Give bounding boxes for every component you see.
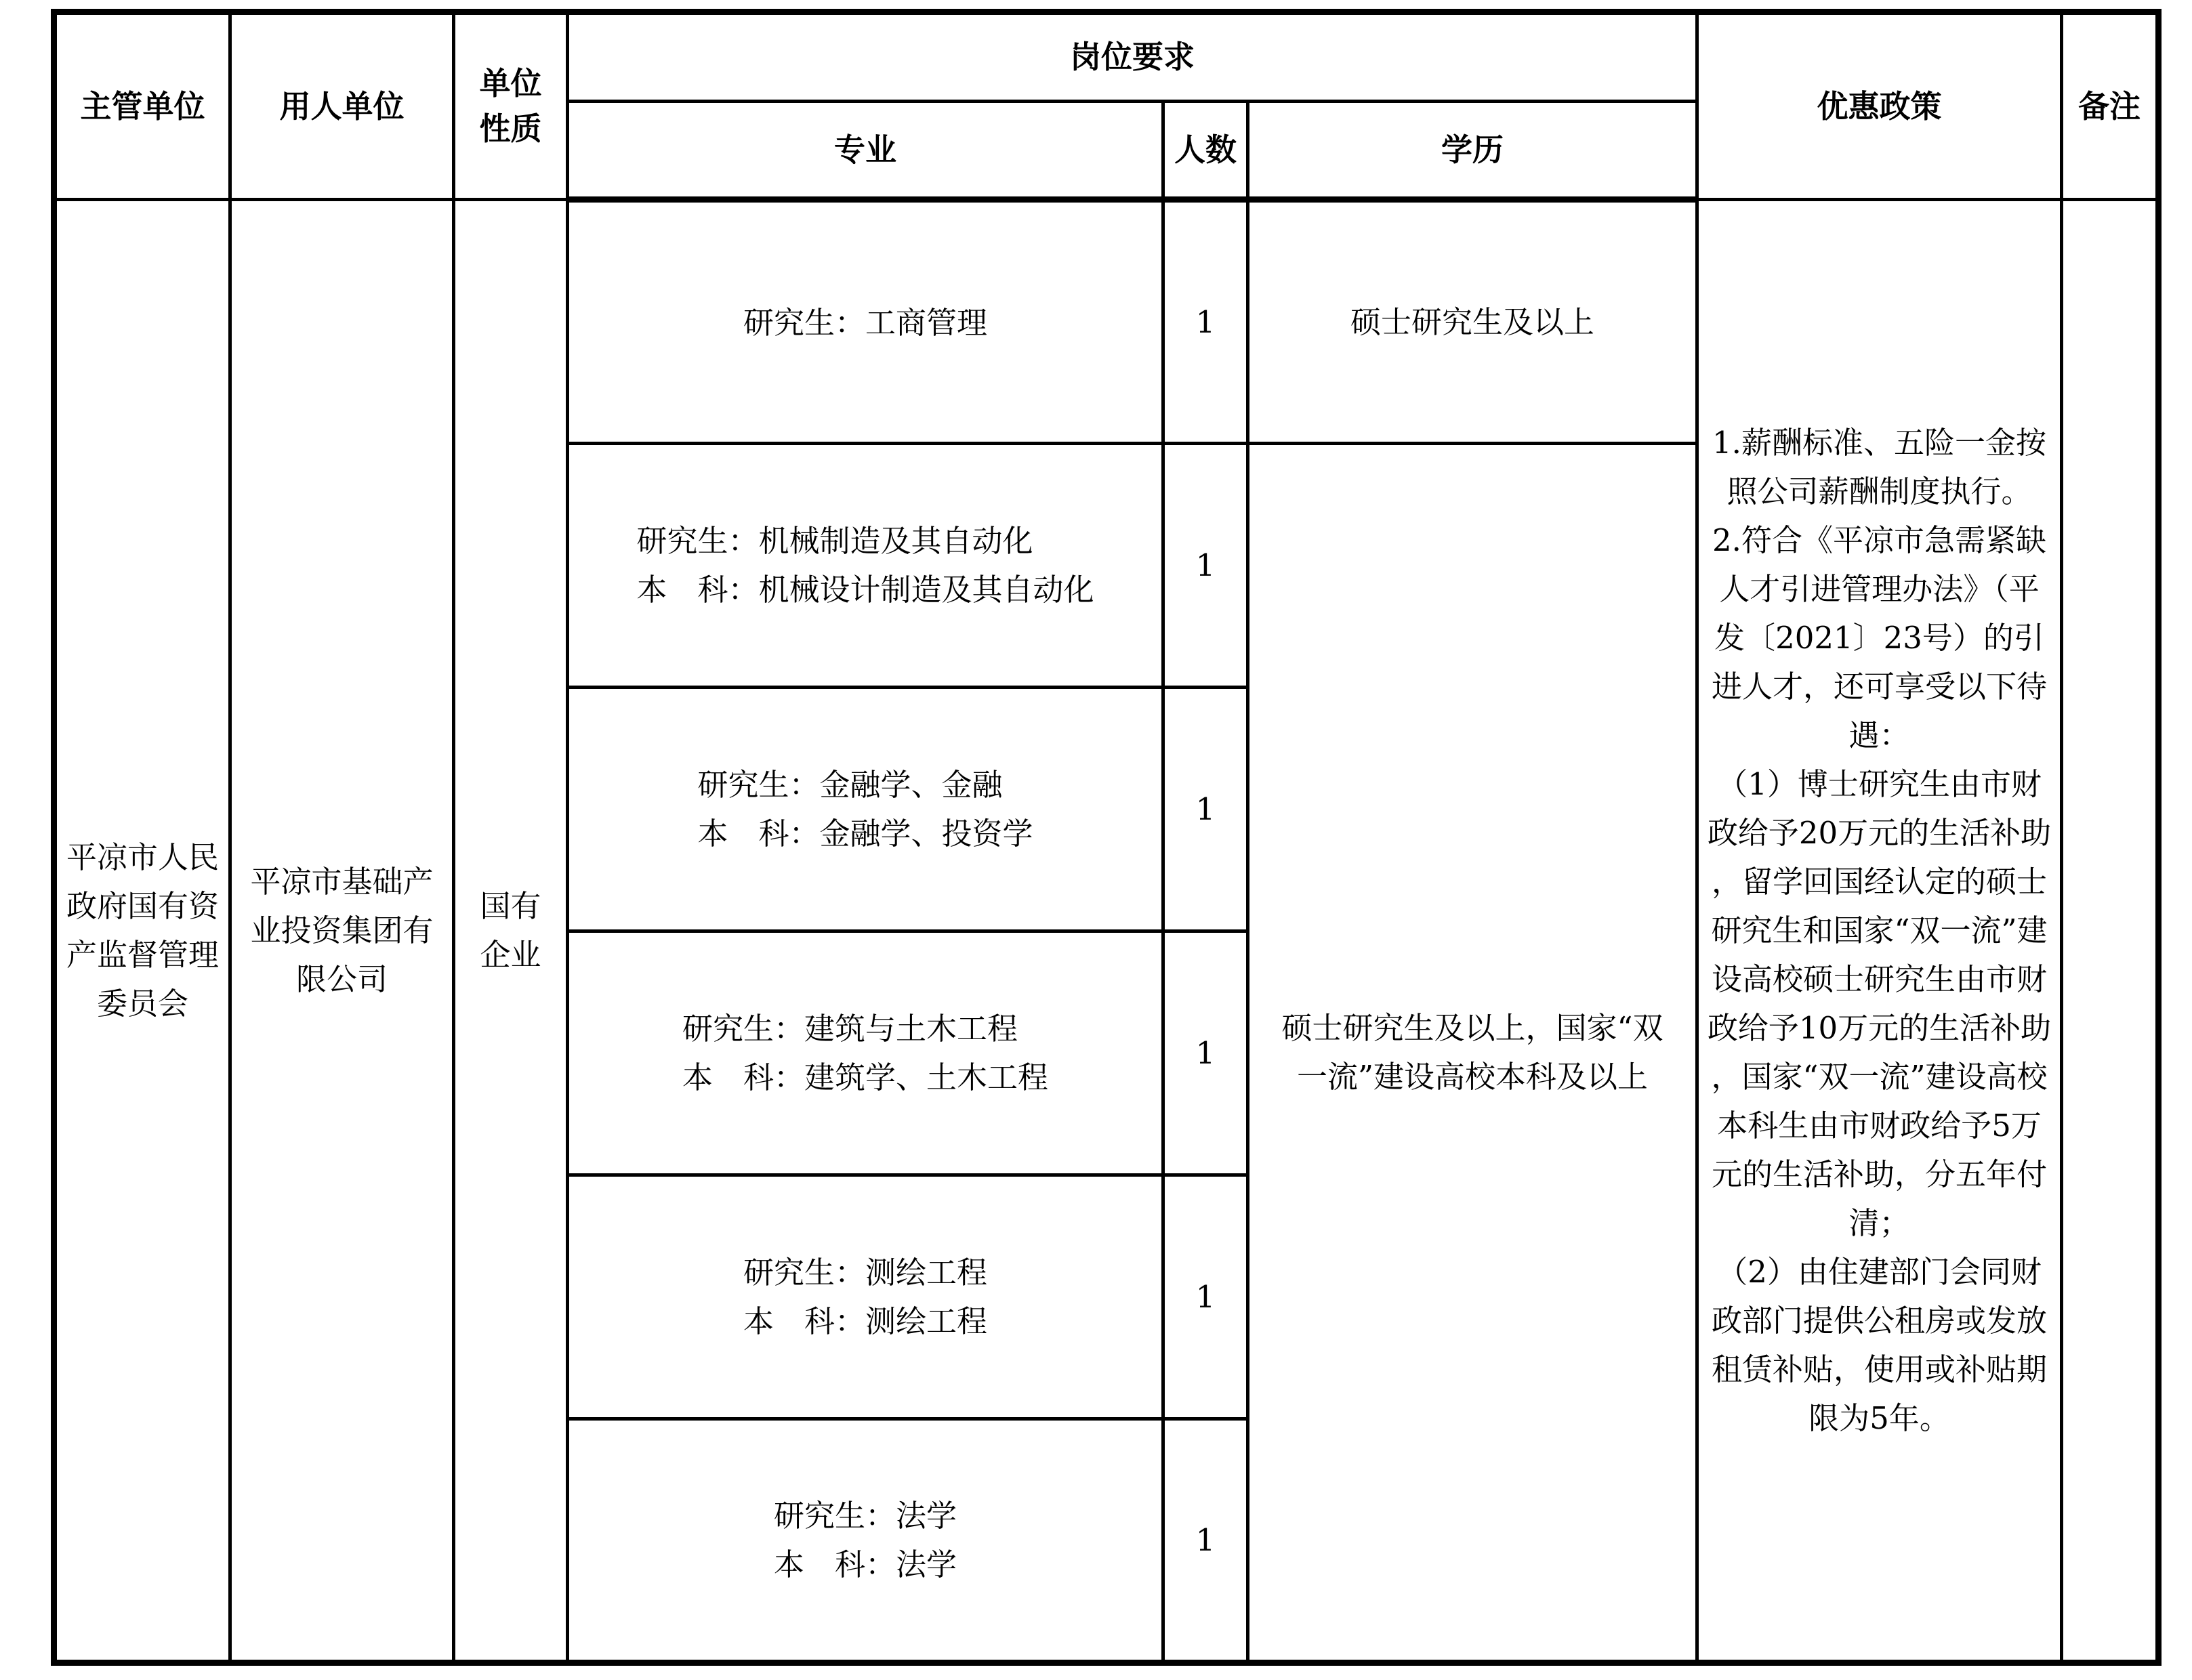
headcount-value: 1 — [1195, 547, 1216, 583]
education-value-row1: 硕士研究生及以上 — [1350, 303, 1595, 340]
header-remarks-label: 备注 — [2078, 87, 2141, 125]
major-line: 本 科：法学 — [773, 1546, 957, 1582]
header-employer-unit — [230, 12, 454, 200]
cell-education-merged — [1248, 444, 1697, 1663]
cell-unit-nature — [454, 200, 568, 1663]
header-supervisor-unit — [54, 12, 230, 200]
headcount-value: 1 — [1195, 303, 1216, 340]
header-headcount-label: 人数 — [1174, 131, 1237, 168]
header-employer-unit-label: 用人单位 — [279, 87, 405, 125]
cell-major-6 — [568, 1419, 1163, 1663]
header-major-label: 专业 — [834, 131, 896, 168]
cell-education-1 — [1248, 200, 1697, 444]
major-line: 研究生：工商管理 — [743, 305, 987, 341]
major-line: 研究生：测绘工程 — [743, 1254, 987, 1290]
cell-remarks — [2062, 200, 2159, 1663]
employer-unit-value: 平凉市基础产业投资集团有限公司 — [250, 863, 434, 997]
headcount-value: 1 — [1195, 1521, 1216, 1558]
cell-headcount-6 — [1163, 1419, 1248, 1663]
cell-major-5 — [568, 1175, 1163, 1419]
headcount-value: 1 — [1195, 1034, 1216, 1071]
header-education — [1248, 102, 1697, 200]
unit-nature-value: 国有企业 — [480, 887, 541, 973]
major-line: 研究生：建筑与土木工程 — [682, 1010, 1018, 1047]
major-line: 研究生：金融学、金融 — [697, 766, 1003, 803]
header-unit-nature-label: 单位性质 — [479, 65, 542, 147]
policy-paragraph: （2）由住建部门会同财政部门提供公租房或发放租赁补贴，使用或补贴期限为5年。 — [1712, 1253, 2048, 1436]
recruitment-table — [51, 9, 2162, 1666]
table-row — [54, 200, 2159, 444]
header-headcount — [1163, 102, 1248, 200]
header-major — [568, 102, 1163, 200]
header-remarks — [2062, 12, 2159, 200]
cell-supervisor-unit — [54, 200, 230, 1663]
major-line: 本 科：机械设计制造及其自动化 — [636, 571, 1094, 608]
cell-major-1 — [568, 200, 1163, 444]
cell-employer-unit — [230, 200, 454, 1663]
headcount-value: 1 — [1195, 1278, 1216, 1315]
cell-headcount-5 — [1163, 1175, 1248, 1419]
header-row-top — [54, 12, 2159, 102]
header-supervisor-unit-label: 主管单位 — [80, 87, 205, 125]
major-line: 本 科：建筑学、土木工程 — [682, 1059, 1048, 1095]
header-unit-nature — [454, 12, 568, 200]
header-job-requirements-label: 岗位要求 — [1070, 39, 1195, 76]
cell-major-2 — [568, 444, 1163, 688]
header-job-requirements-group — [568, 12, 1697, 102]
headcount-value: 1 — [1195, 791, 1216, 827]
supervisor-unit-value: 平凉市人民政府国有资产监督管理委员会 — [66, 839, 220, 1022]
major-line: 本 科：测绘工程 — [743, 1303, 987, 1339]
header-policy-label: 优惠政策 — [1817, 87, 1942, 125]
cell-headcount-3 — [1163, 688, 1248, 931]
policy-paragraph: 1.薪酬标准、五险一金按照公司薪酬制度执行。 — [1712, 424, 2046, 509]
cell-major-4 — [568, 931, 1163, 1175]
major-line: 研究生：法学 — [773, 1497, 957, 1534]
cell-policy — [1697, 200, 2062, 1663]
education-value-rows2-6: 硕士研究生及以上，国家“双一流”建设高校本科及以上 — [1281, 1009, 1663, 1095]
cell-major-3 — [568, 688, 1163, 931]
cell-headcount-1 — [1163, 200, 1248, 444]
cell-headcount-4 — [1163, 931, 1248, 1175]
header-policy — [1697, 12, 2062, 200]
cell-headcount-2 — [1163, 444, 1248, 688]
major-line: 本 科：金融学、投资学 — [697, 815, 1033, 852]
policy-paragraph: 2.符合《平凉市急需紧缺人才引进管理办法》（平发〔2021〕23号）的引进人才，还可享受以下待遇： — [1712, 522, 2048, 753]
policy-paragraph: （1）博士研究生由市财政给予20万元的生活补助，留学回国经认定的硕士研究生和国家“双一流”建设高校硕士研究生由市财政给予10万元的生活补助，国家“双一流”建设高校本科生由市财政给予5万元的生活补助，分五年付清； — [1707, 765, 2052, 1241]
major-line: 研究生：机械制造及其自动化 — [636, 522, 1033, 559]
header-education-label: 学历 — [1441, 131, 1504, 168]
